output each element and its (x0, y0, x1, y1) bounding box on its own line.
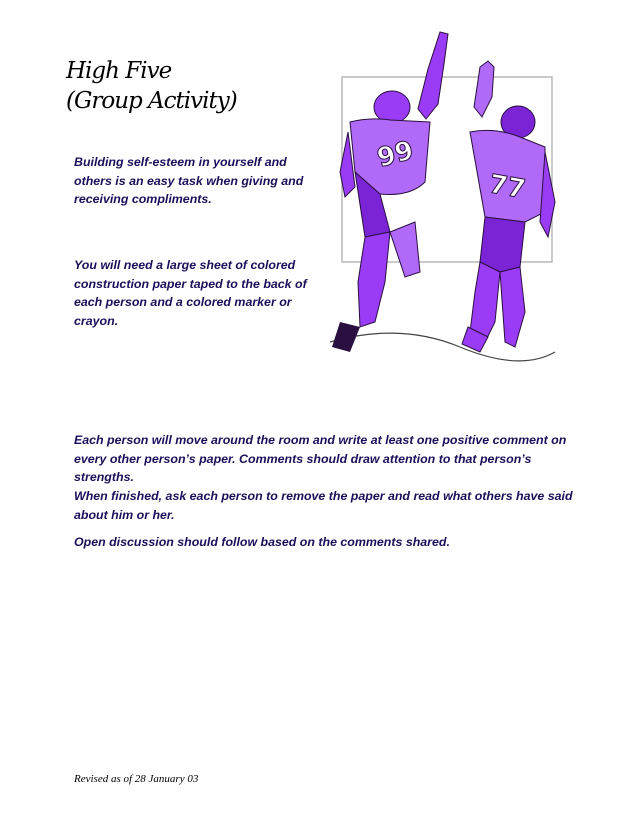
right-player (462, 61, 555, 352)
jersey-number-right: 77 (486, 169, 528, 206)
jersey-number-left: 99 (374, 135, 417, 174)
revision-footer: Revised as of 28 January 03 (74, 773, 199, 785)
title-line-2: (Group Activity) (66, 88, 237, 114)
instructions-paragraph: Each person will move around the room and write at least one positive comment on every other person’s paper. Comments should draw attention to that person’s strengths. (74, 433, 567, 484)
football-players-high-five-illustration (320, 22, 560, 367)
ground-line (330, 333, 555, 361)
title-line-1: High Five (66, 58, 172, 84)
discussion-paragraph: Open discussion should follow based on the comments shared. (74, 535, 450, 549)
materials-paragraph: You will need a large sheet of colored construction paper taped to the back of each person and a colored marker or crayon. (74, 258, 307, 328)
intro-paragraph: Building self-esteem in yourself and others is an easy task when giving and receiving compliments. (74, 155, 304, 206)
finish-paragraph: When finished, ask each person to remove the paper and read what others have said about him or her. (74, 489, 573, 522)
page-title (66, 56, 237, 116)
left-player (332, 32, 448, 352)
